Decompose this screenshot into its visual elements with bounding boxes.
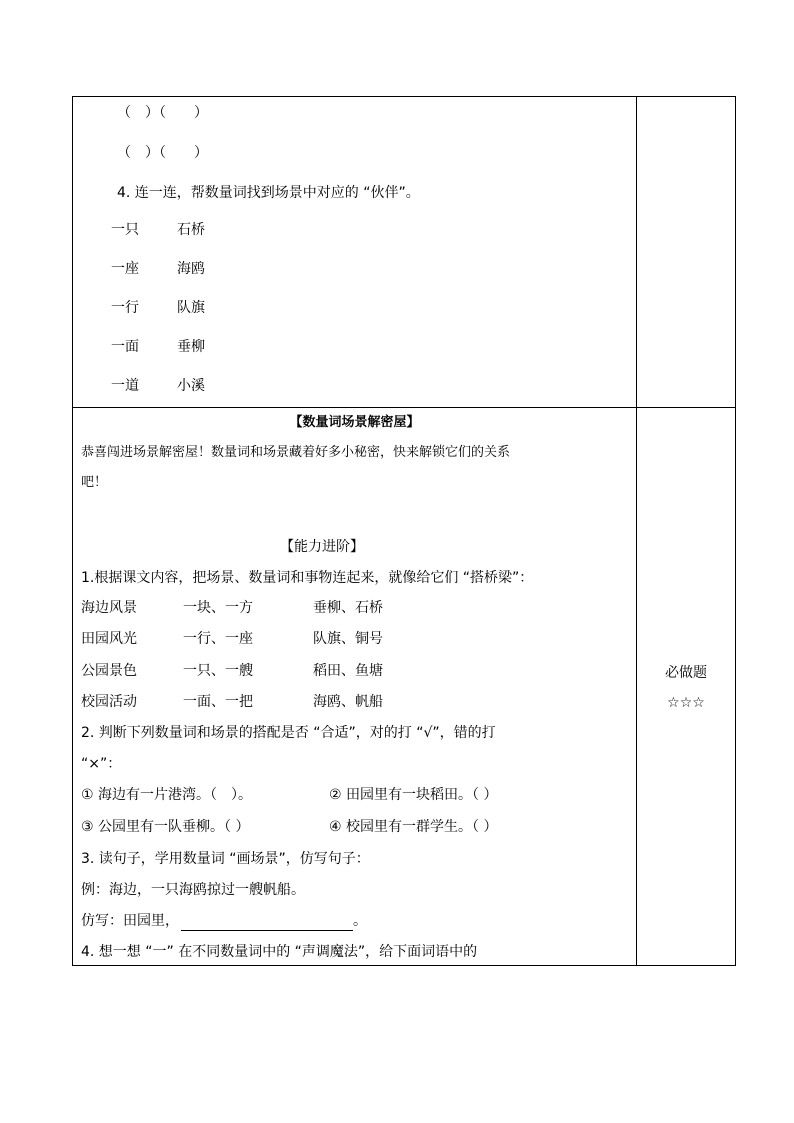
intro-line-1: 恭喜闯进场景解密屋！数量词和场景藏着好多小秘密，快来解锁它们的关系: [81, 445, 511, 460]
q2-item: ③ 公园里有一队垂柳。（ ）: [81, 819, 250, 835]
q4-title: 4. 连一连，帮数量词找到场景中对应的 “伙伴”。: [117, 185, 420, 201]
q1-scene: 公园景色: [81, 663, 137, 679]
pair-left: 一座: [111, 261, 139, 277]
pair-right: 海鸥: [177, 261, 205, 277]
q3-example: 例：海边，一只海鸥掠过一艘帆船。: [81, 882, 305, 898]
q1-words: 一块、一方: [183, 600, 253, 616]
section-heading: 【数量词场景解密屋】: [289, 415, 420, 430]
answer-blank[interactable]: [181, 916, 353, 931]
intro-line-2: 吧！: [81, 475, 108, 490]
pair-left: 一只: [111, 222, 139, 238]
q4-title-bottom: 4. 想一想 “一” 在不同数量词中的 “声调魔法”，给下面词语中的: [81, 944, 478, 960]
must-do-label: 必做题: [665, 665, 707, 681]
row-divider: [73, 407, 735, 408]
pair-left: 一道: [111, 378, 139, 394]
paren-row-2: （ ）（ ）: [117, 145, 208, 161]
q1-title: 1.根据课文内容，把场景、数量词和事物连起来，就像给它们 “搭桥梁”：: [81, 570, 534, 586]
q1-things: 队旗、铜号: [313, 631, 383, 647]
q3-imitate-prefix: 仿写：田园里，: [81, 913, 179, 929]
pair-right: 垂柳: [177, 339, 205, 355]
pair-left: 一行: [111, 300, 139, 316]
q3-imitate-end: 。: [353, 913, 367, 929]
q3-title: 3. 读句子，学用数量词 “画场景”，仿写句子：: [81, 851, 370, 867]
q2-line-2: “×”：: [81, 756, 122, 772]
q1-things: 海鸥、帆船: [313, 694, 383, 710]
q1-things: 垂柳、石桥: [313, 600, 383, 616]
pair-left: 一面: [111, 339, 139, 355]
paren-row-1: （ ）（ ）: [117, 105, 208, 121]
level-heading: 【能力进阶】: [280, 539, 364, 555]
q1-scene: 校园活动: [81, 694, 137, 710]
q1-words: 一面、一把: [183, 694, 253, 710]
q1-things: 稻田、鱼塘: [313, 663, 383, 679]
pair-right: 小溪: [177, 378, 205, 394]
q2-item: ④ 校园里有一群学生。（ ）: [329, 819, 498, 835]
star-rating: ☆☆☆: [667, 695, 705, 711]
q1-scene: 田园风光: [81, 631, 137, 647]
q1-scene: 海边风景: [81, 600, 137, 616]
column-divider: [636, 97, 637, 965]
pair-right: 队旗: [177, 300, 205, 316]
q3-imitate: [81, 911, 367, 931]
pair-right: 石桥: [177, 222, 205, 238]
q2-item: ① 海边有一片港湾。（ ）。: [81, 787, 253, 803]
q1-words: 一只、一艘: [183, 663, 253, 679]
worksheet-table: [72, 96, 736, 966]
q2-line-1: 2. 判断下列数量词和场景的搭配是否 “合适”，对的打 “√”，错的打: [81, 725, 496, 741]
q1-words: 一行、一座: [183, 631, 253, 647]
q2-item: ② 田园里有一块稻田。（ ）: [329, 787, 498, 803]
